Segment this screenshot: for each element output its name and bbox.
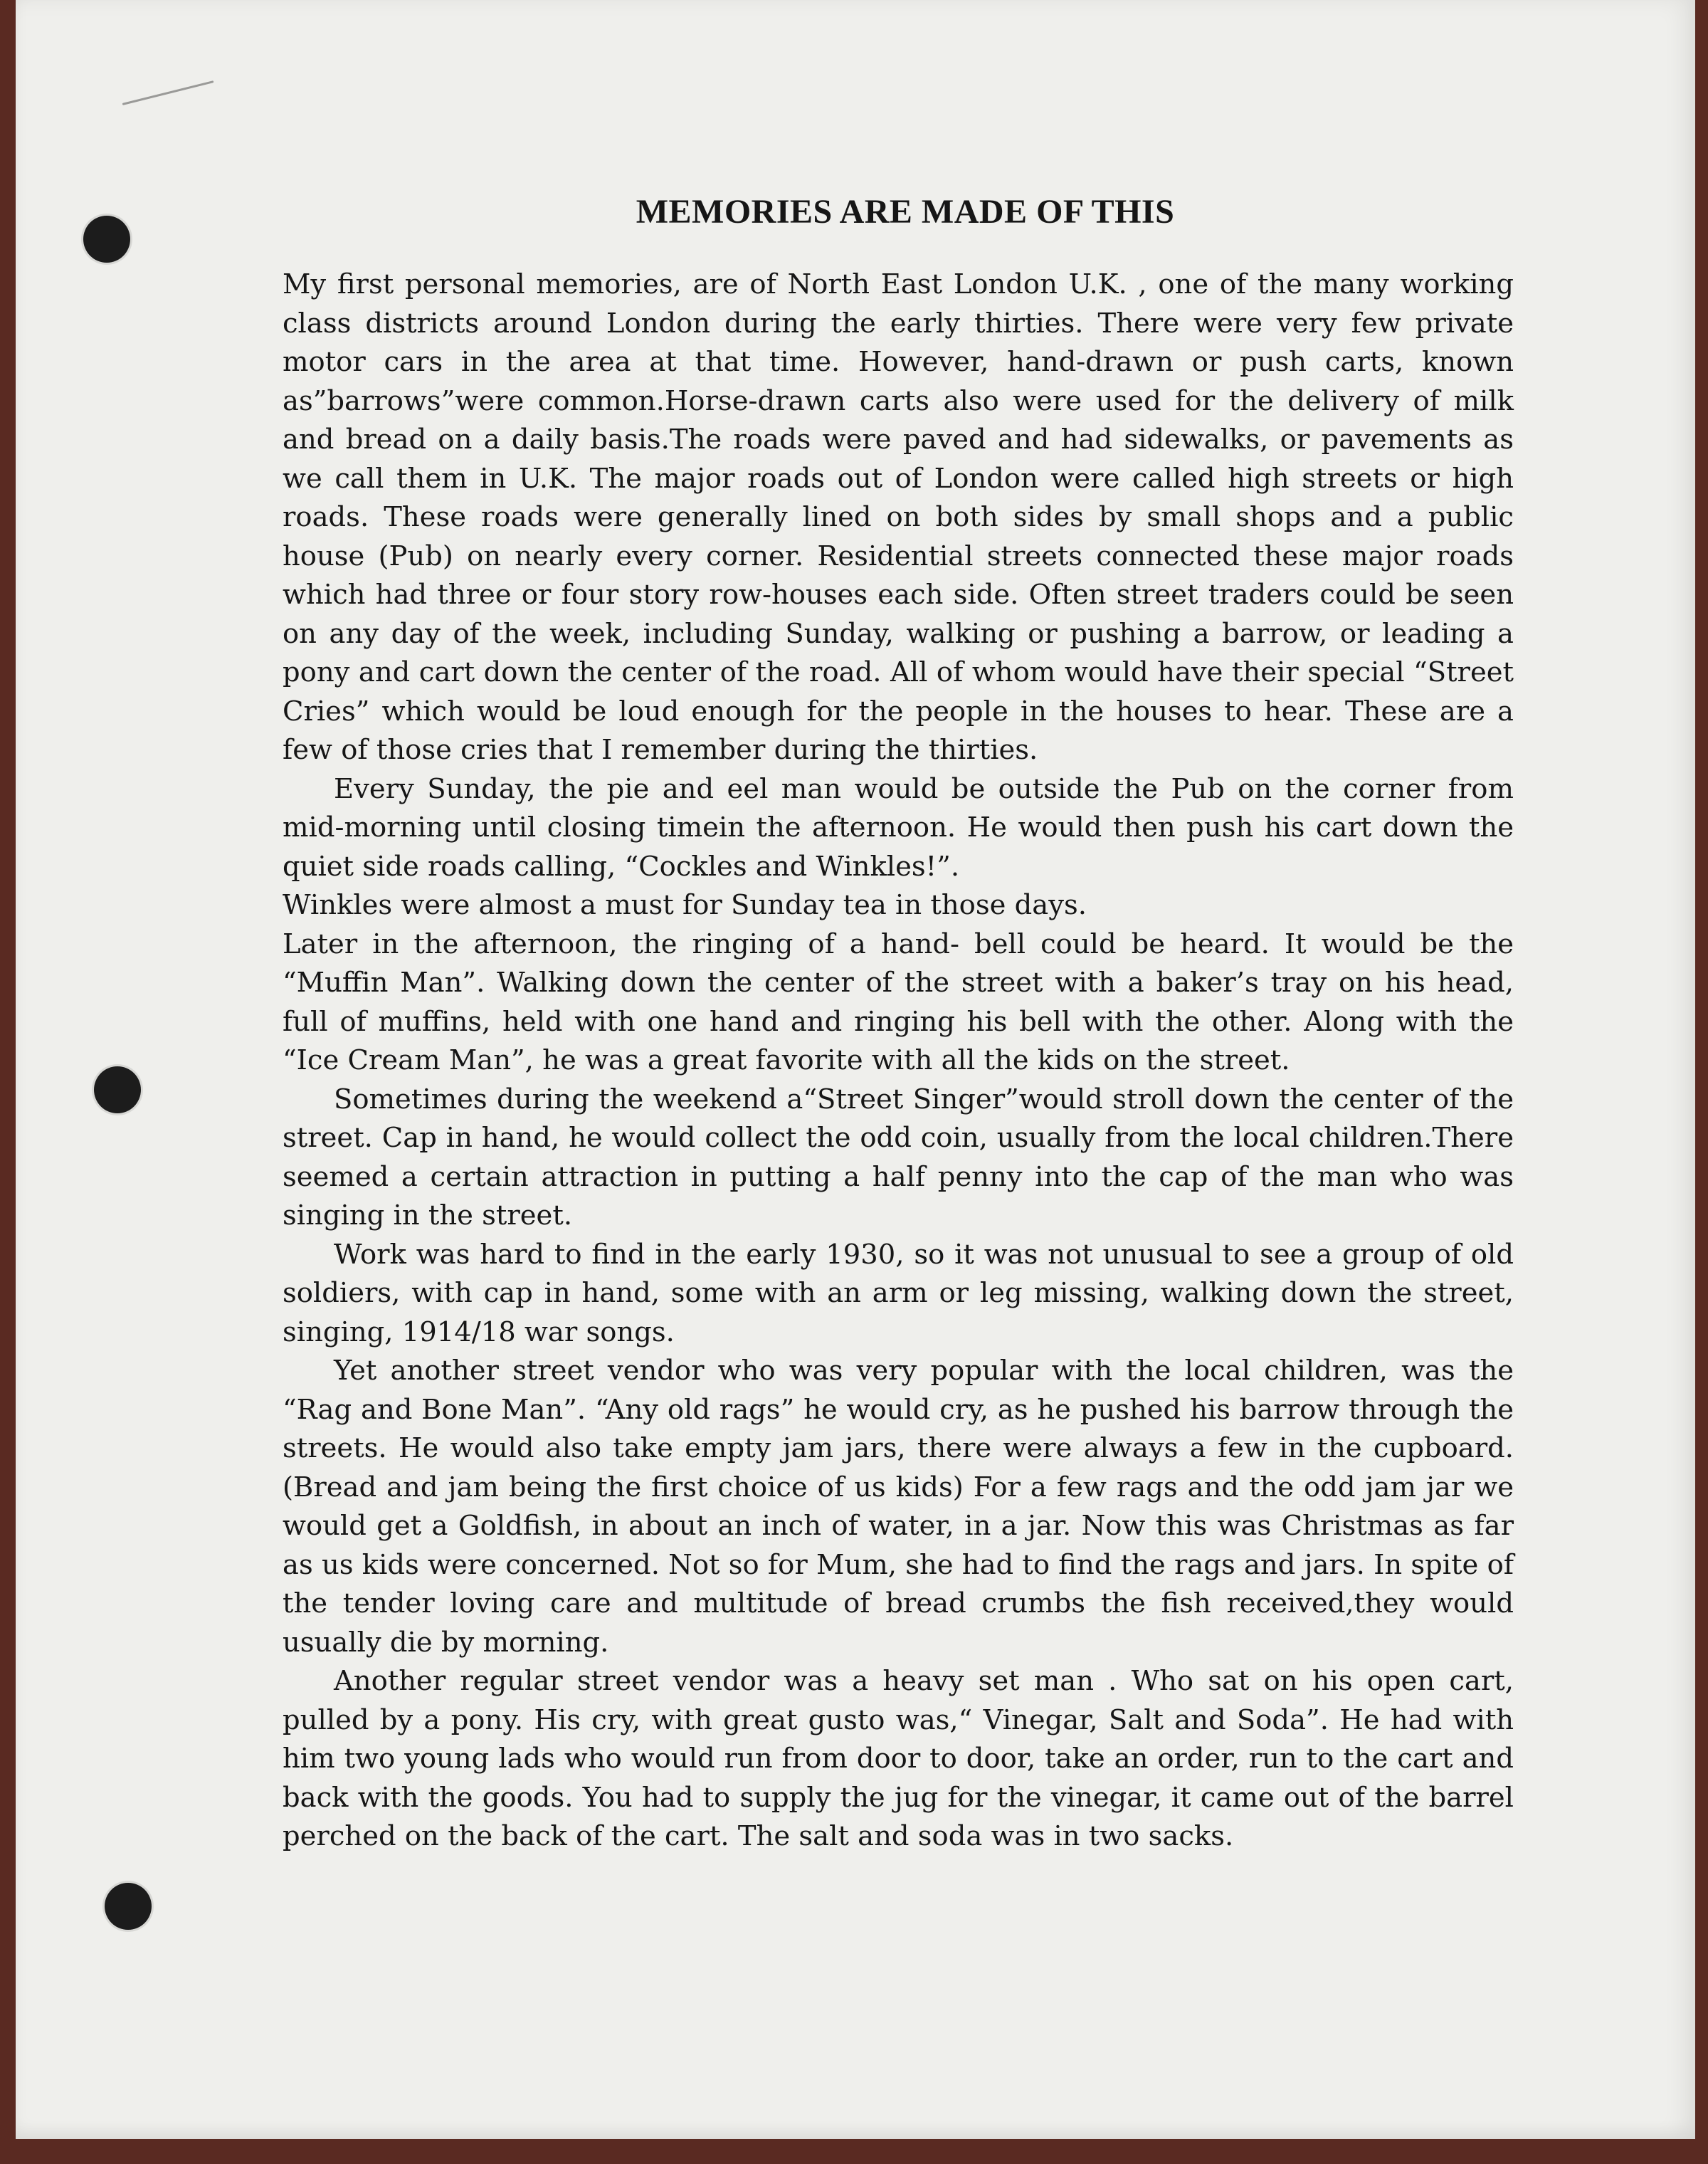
- paper-sheet: [16, 0, 1695, 2139]
- pencil-mark: [122, 80, 214, 105]
- paragraph-5: Sometimes during the weekend a“Street Singer”would stroll down the center of the street. Cap in hand, he would collect the odd coin, usually from the local children.There seemed a certain attraction in putting a half penny into the cap of the man who was singing in the street.: [283, 1083, 1514, 1231]
- document-title: MEMORIES ARE MADE OF THIS: [636, 193, 1175, 231]
- document-body: [283, 192, 1514, 1856]
- paragraph-6: Work was hard to find in the early 1930, so it was not unusual to see a group of old soldiers, with cap in hand, some with an arm or leg missing, walking down the street, singing, 1914/18 war songs.: [283, 1238, 1514, 1348]
- paragraph-8: Another regular street vendor was a heavy set man . Who sat on his open cart, pulled by a pony. His cry, with great gusto was,“ Vinegar, Salt and Soda”. He had with him two young lads who would run from door to door, take an order, run to the cart and back with the goods. You had to supply the jug for the vinegar, it came out of the barrel perched on the back of the cart. The salt and soda was in two sacks.: [283, 1665, 1514, 1852]
- punch-hole-middle: [94, 1066, 141, 1113]
- punch-hole-bottom: [105, 1883, 152, 1930]
- paragraph-3: Winkles were almost a must for Sunday tea in those days.: [283, 889, 1087, 921]
- paragraph-2: Every Sunday, the pie and eel man would be outside the Pub on the corner from mid-morning until closing timein the afternoon. He would then push his cart down the quiet side roads calling, “Cockles and Winkles!”.: [283, 772, 1514, 883]
- paragraph-7: Yet another street vendor who was very popular with the local children, was the “Rag and Bone Man”. “Any old rags” he would cry, as he pushed his barrow through the streets. He would also take empty jam jars, there were always a few in the cupboard. (Bread and jam being the first choice of us kids) For a few rags and the odd jam jar we would get a Goldfish, in about an inch of water, in a jar. Now this was Christmas as far as us kids were concerned. Not so for Mum, she had to find the rags and jars. In spite of the tender loving care and multitude of bread crumbs the fish received,they would usually die by morning.: [283, 1355, 1514, 1659]
- paragraph-4: Later in the afternoon, the ringing of a hand- bell could be heard. It would be the “Muffin Man”. Walking down the center of the street with a baker’s tray on his head, full of muffins, held with one hand and ringing his bell with the other. Along with the “Ice Cream Man”, he was a great favorite with all the kids on the street.: [283, 928, 1514, 1076]
- punch-hole-top: [83, 216, 130, 263]
- paragraph-1: My first personal memories, are of North East London U.K. , one of the many working class districts around London during the early thirties. There were very few private motor cars in the area at that time. However, hand-drawn or push carts, known as”barrows”were common.Horse-drawn carts also were used for the delivery of milk and bread on a daily basis.The roads were paved and had sidewalks, or pavements as we call them in U.K. The major roads out of London were called high streets or high roads. These roads were generally lined on both sides by small shops and a public house (Pub) on nearly every corner. Residential streets connected these major roads which had three or four story row-houses each side. Often street traders could be seen on any day of the week, including Sunday, walking or pushing a barrow, or leading a pony and cart down the center of the road. All of whom would have their special “Street Cries” which would be loud enough for the people in the houses to hear. These are a few of those cries that I remember during the thirties.: [283, 268, 1514, 766]
